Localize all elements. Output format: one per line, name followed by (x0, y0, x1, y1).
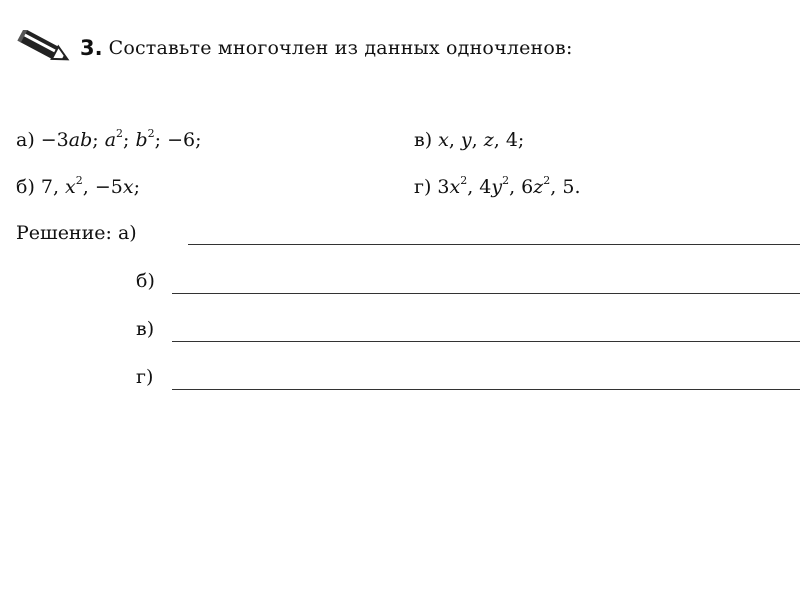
item-a-mark: а) (16, 129, 35, 151)
task-header (16, 28, 573, 68)
item-g-expression: $3x^2$, $4y^2$, $6z^2$, 5. (437, 174, 581, 198)
solution-row-v (0, 318, 800, 348)
solution-row-b (0, 270, 800, 300)
item-v-mark: в) (414, 129, 433, 151)
solution-label: Решение: а) (16, 222, 137, 244)
solution-row-g (0, 366, 800, 396)
item-b (16, 175, 140, 199)
solution-mark-b: б) (136, 270, 155, 292)
answer-line-g[interactable] (172, 389, 800, 390)
item-v (414, 128, 524, 152)
answer-line-a[interactable] (188, 244, 800, 245)
solution-mark-v: в) (136, 318, 155, 340)
task-title: Составьте многочлен из данных одночленов: (108, 37, 573, 59)
item-a (16, 128, 202, 152)
answer-line-v[interactable] (172, 341, 800, 342)
item-b-expression: 7, $x^2$, −5x; (40, 174, 140, 198)
item-g-mark: г) (414, 176, 432, 198)
item-b-mark: б) (16, 176, 35, 198)
item-g (414, 175, 581, 199)
item-a-expression: −3ab; $a^2$; $b^2$; −6; (40, 127, 202, 151)
item-v-expression: x, y, z, 4; (438, 129, 525, 151)
solution-mark-g: г) (136, 366, 154, 388)
answer-line-b[interactable] (172, 293, 800, 294)
task-number: 3. (80, 36, 103, 60)
pencil-icon (16, 30, 72, 66)
